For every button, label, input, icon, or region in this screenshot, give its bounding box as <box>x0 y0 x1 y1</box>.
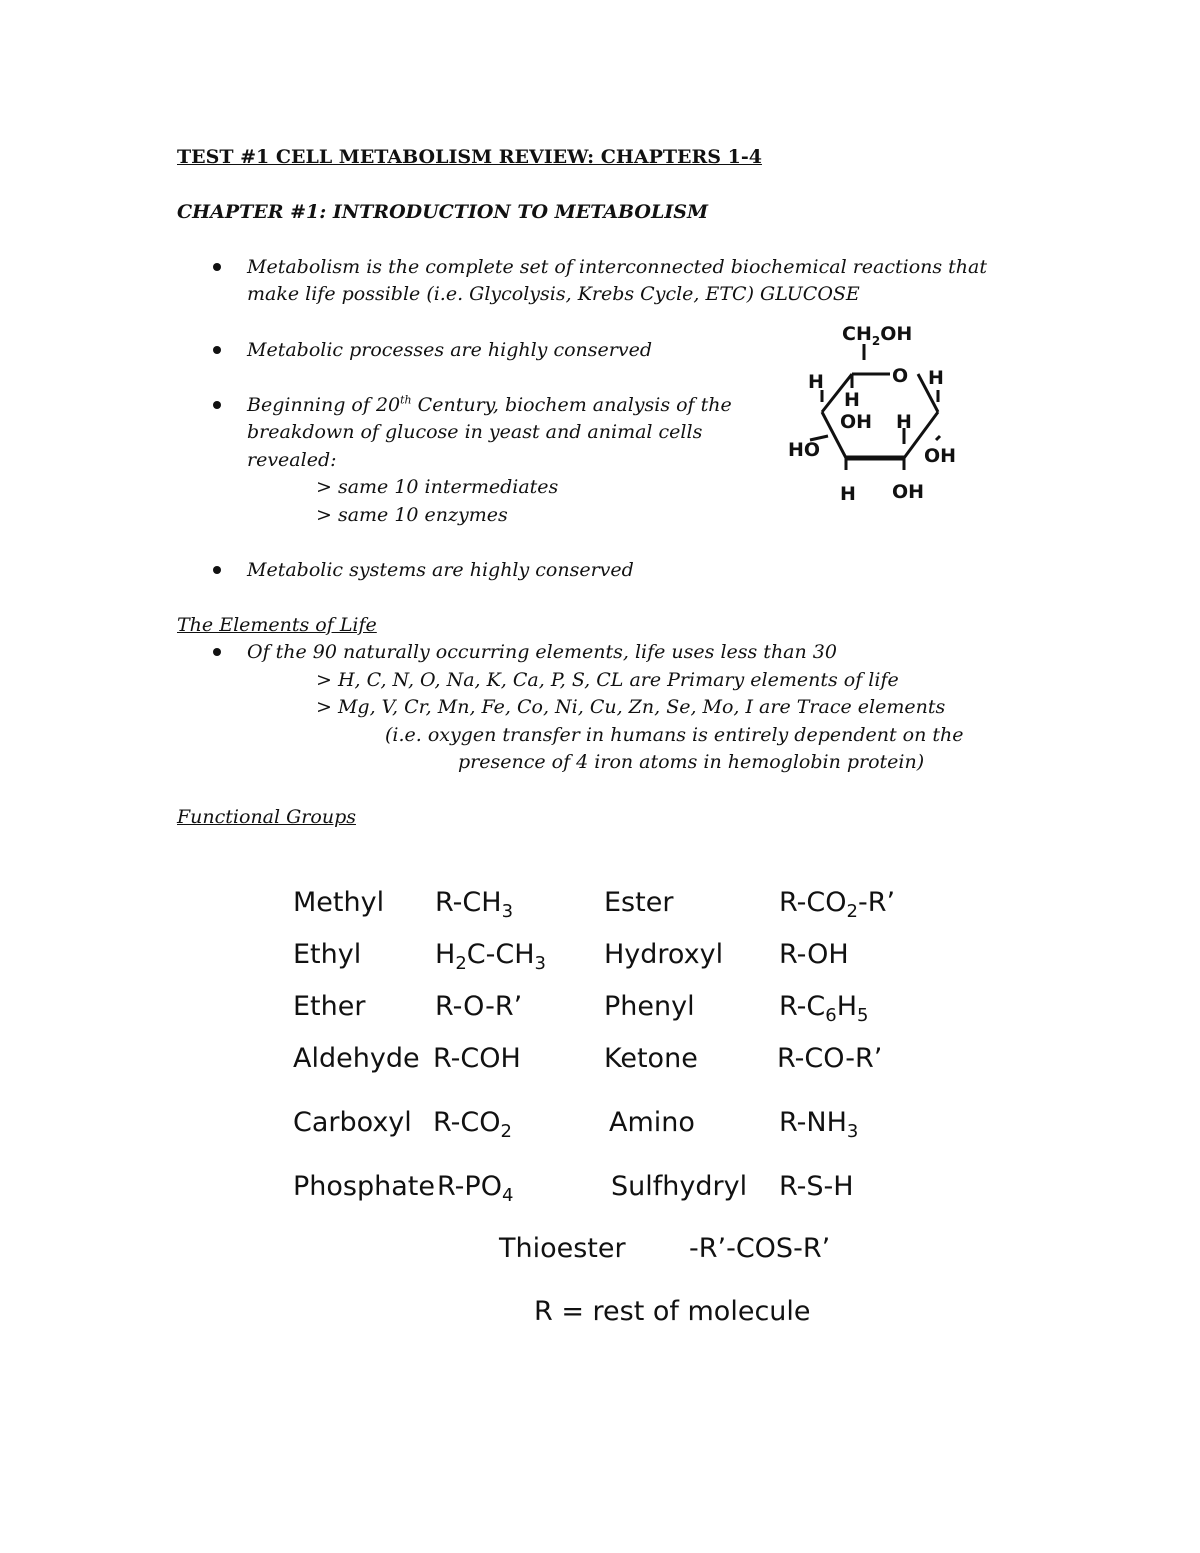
fg-amino-formula: $R-NH_3$ <box>779 1107 859 1142</box>
fg-ketone-name: Ketone <box>604 1043 698 1074</box>
sub-enzymes: > same 10 enzymes <box>316 504 508 526</box>
bullet-20th-century-line2: breakdown of glucose in yeast and animal cells <box>247 421 703 443</box>
glucose-h-label: H <box>840 483 856 505</box>
fg-ether-formula: R-O-R’ <box>435 991 523 1022</box>
glucose-ho-label: HO <box>788 439 821 461</box>
glucose-h-label: H <box>896 411 912 433</box>
bullet-dot <box>213 263 221 271</box>
glucose-ring-bonds <box>810 344 940 470</box>
bullet-dot <box>213 648 221 656</box>
bullet-20th-century-line3: revealed: <box>247 449 337 471</box>
trace-elements: > Mg, V, Cr, Mn, Fe, Co, Ni, Cu, Zn, Se, Mo, I are Trace elements <box>316 696 946 718</box>
fg-aldehyde-formula: R-COH <box>433 1043 521 1074</box>
fg-phenyl-name: Phenyl <box>604 991 695 1022</box>
fg-phosphate-name: Phosphate <box>293 1171 435 1202</box>
glucose-h-label: H <box>844 389 860 411</box>
century-text-pre: Beginning of 20 <box>247 394 401 416</box>
fg-ethyl-name: Ethyl <box>293 939 362 970</box>
glucose-h-label: H <box>808 371 824 393</box>
glucose-oh-label: OH <box>840 411 873 433</box>
fg-phosphate-formula: $R-PO_4$ <box>437 1171 514 1206</box>
fg-carboxyl-name: Carboxyl <box>293 1107 412 1138</box>
glucose-ring-oxygen: O <box>892 365 909 387</box>
fg-sulfhydryl-name: Sulfhydryl <box>611 1171 748 1202</box>
fg-thioester-name: Thioester <box>499 1233 626 1264</box>
bullet-20th-century-line1 <box>247 393 732 417</box>
fg-sulfhydryl-formula: R-S-H <box>779 1171 854 1202</box>
fg-ethyl-formula: $H_2C-CH_3$ <box>435 939 546 974</box>
fg-footnote: R = rest of molecule <box>534 1296 811 1327</box>
fg-hydroxyl-name: Hydroxyl <box>604 939 724 970</box>
functional-groups-heading: Functional Groups <box>177 806 356 828</box>
century-text-post: Century, biochem analysis of the <box>411 394 732 416</box>
glucose-structure <box>780 312 980 512</box>
glucose-ch2oh: $CH_2OH$ <box>842 323 913 348</box>
chapter-heading: CHAPTER #1: INTRODUCTION TO METABOLISM <box>177 201 708 223</box>
oxygen-note-line2: presence of 4 iron atoms in hemoglobin protein) <box>458 751 925 773</box>
glucose-oh-label: OH <box>892 481 925 503</box>
oxygen-note-line1: (i.e. oxygen transfer in humans is entirely dependent on the <box>385 724 964 746</box>
elements-heading: The Elements of Life <box>177 614 377 636</box>
fg-ester-name: Ester <box>604 887 674 918</box>
glucose-oh-label: OH <box>924 445 957 467</box>
fg-ether-name: Ether <box>293 991 366 1022</box>
bullet-dot <box>213 566 221 574</box>
fg-amino-name: Amino <box>609 1107 695 1138</box>
bullet-dot <box>213 401 221 409</box>
page-title: TEST #1 CELL METABOLISM REVIEW: CHAPTERS 1-4 <box>177 146 762 168</box>
fg-ketone-formula: R-CO-R’ <box>777 1043 883 1074</box>
primary-elements: > H, C, N, O, Na, K, Ca, P, S, CL are Primary elements of life <box>316 669 899 691</box>
fg-ester-formula: $R-CO_2-R$’ <box>779 887 896 922</box>
bullet-systems-conserved: Metabolic systems are highly conserved <box>247 559 634 581</box>
bullet-processes-conserved: Metabolic processes are highly conserved <box>247 339 652 361</box>
fg-hydroxyl-formula: R-OH <box>779 939 849 970</box>
glucose-h-label: H <box>928 367 944 389</box>
elements-bullet: Of the 90 naturally occurring elements, life uses less than 30 <box>247 641 837 663</box>
fg-methyl-name: Methyl <box>293 887 385 918</box>
bullet-metabolism-line1: Metabolism is the complete set of interconnected biochemical reactions that <box>247 256 988 278</box>
century-superscript: th <box>400 393 412 407</box>
fg-methyl-formula: $R-CH_3$ <box>435 887 514 922</box>
fg-phenyl-formula: $R-C_6H_5$ <box>779 991 869 1026</box>
fg-thioester-formula: -R’-COS-R’ <box>689 1233 831 1264</box>
fg-carboxyl-formula: $R-CO_2$ <box>433 1107 512 1142</box>
sub-intermediates: > same 10 intermediates <box>316 476 559 498</box>
fg-aldehyde-name: Aldehyde <box>293 1043 420 1074</box>
bullet-dot <box>213 346 221 354</box>
bullet-metabolism-line2: make life possible (i.e. Glycolysis, Krebs Cycle, ETC) GLUCOSE <box>247 283 860 305</box>
